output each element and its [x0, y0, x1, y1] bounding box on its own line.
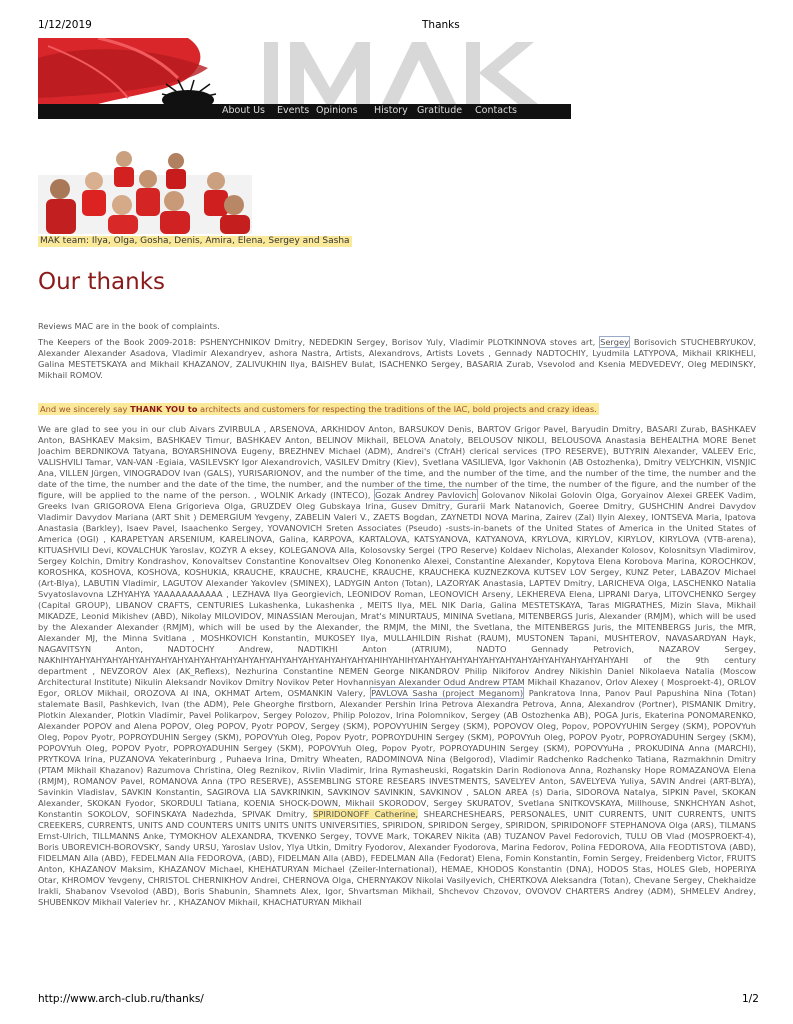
site-banner — [38, 38, 571, 119]
thank-text-a: And we sincerely say — [40, 404, 128, 414]
names-text-1: We are glad to see you in our club Aivars ZVIRBULA , ARSENOVA, ARKHIDOV Anton, BARSUKOV Denis, BARTOV Grigor Pavel, Baryudin Dmitry, BASARI Zurab, BASHKAEV Anton, BASHKAEV Maksim, BASHKAEV Timur, BASHKAEV Anton, BELINOV Mikhail, BELOVA Anatoly, BELOUSOV NIKOLI, BELOUSOVA Anastasia BEHEALTHA MORE Benet Joachim BERDNIKOVA Tatyana, BOYARSHINOVA Eugeny, BREZHNEV Michael (ADM), Andrei's (CfrAH) clerical services (TPO RESERVE), BUTYRIN Alexander, VALEEV Eric, VALISHVILI Tamar, VAN-VAN -Egiaia, VASILEVSKY Igor Alexandrovich, VASILEV Dmitry (Kiev), Svetlana VASILIEVA, Igor Vakhonin (AB Ostozhenka), Dmitry VELYCHKIN, VISNJIC Ana, VILLEN Jürgen, VINOGRADOV Ivan (GALS), YURISARIONOV, and the number of the time, and the number of the time, and the number of the time, the number and the date of the time, the number and the date of the time, the number, and the number of the time, the number of the time, the number of the figure, and the number of the figure, will be applied to the name of the person. , WOLNIK Arkady (INTECO), — [38, 424, 756, 500]
keepers-text-b: Borisovich STUCHEBRYUKOV, Alexander Alexander Asadova, Vladimir Alexandryev, ashora Nastra, Artists, Alexandrovs, Artists Lovets , Gennady NADTOCHIY, Lyudmila LATYPOVA, Mikhail KRIKHELI, Galina MESTETSKAYA and Mikhail KHAZANOV, ZALIVUKHIN Ilya, BAISHEV Bulat, ISACHENKO Sergey, BASARIA Zurab, Vsevolod and Ksenia MEDVEDEVY, Oleg MEDINSKY, Mikhail ROMOV. — [38, 337, 757, 380]
keepers-paragraph — [38, 337, 756, 381]
keepers-text-a: The Keepers of the Book 2009-2018: PSHENYCHNIKOV Dmitry, NEDEDKIN Sergey, Borisov Yuly, Vladimir PLOTKINNOVA stoves art, — [38, 337, 596, 347]
nav-contacts[interactable]: Contacts — [475, 105, 517, 116]
print-page-number: 1/2 — [742, 993, 759, 1005]
main-nav — [38, 104, 571, 119]
page-title: Our thanks — [38, 269, 166, 295]
names-text-4: SHEARCHESHEARS, PERSONALES, UNIT CURRENTS, UNIT CURRENTS, UNITS CREEKERS, CURRENTS, UNITS AND COUNTERS UNITS UNITS UNITS UNIVERSITIES, SPIRIDON, SPIRIDON Sergey, SPIRIDON, SPIRIDONOFF STEPHANOVA Olga (ARS), TILMANS Ernst-Ulrich, TILLMANNS Anke, TYMOKHOV ALEXANDRA, TKVENKO Sergey, TOVVE Mark, TOKAREV Nikita (AB) TUZANOV Pavel Fedorovich, TULU OB Vlad (MOSPROEKT-4), Boris UBOREVICH-BOROVSKY, Sandy URSU, Yaroslav Uslov, Ylya Utkin, Dmitry Fyodorov, Alexander Fyodorova, Marina Fedorov, Polina FEDOROVA, Alla FEODTISTOVA (ABD), FIDELMAN Alla (ABD), FEDELMAN Alla FEDOROVA, (ABD), FIDELMAN Alla (ABD), FEDELMAN Alla (Fedorat) Elena, Fomin Konstantin, Fomin Sergey, Freidenberg Victor, FRUITS Anton, KHAZANOV Maksim, KHAZANOV Michael, KHEHATURYAN Michael (Zeiler-International), HEMAE, KHODOS Konstantin (DNA), HODOS Stas, HOLES Gleb, HOPERIYA Otar, KHROMOV Yevgeny, CHRISTOL CHERNIKHOV Andrei, CHERNOVA Olga, CHERNYAKOV Nikolai Vasilyevich, CHERTKOVA Aleksandra (Totan), Chevane Sergey, Chekhaidze Irakli, Shabanov Vsevolod (ABD), Boris Shabunin, Shamnets Alex, Igor, Shvartsman Mikhail, Shchevov Chzovov, OVOVOV CHARTERS Andrey (ADM), SHMELEV Andrey, SHUBENKOV Mikhail Valeriev hr. , KHAZANOV Mikhail, KHACHATURYAN Mikhail — [38, 809, 756, 907]
thank-you-line — [38, 403, 599, 415]
nav-opinions[interactable]: Opinions — [316, 105, 358, 116]
team-photo — [38, 145, 252, 234]
nav-gratitude[interactable]: Gratitude — [417, 105, 463, 116]
names-highlight-1: SPIRIDONOFF Catherine, — [313, 809, 419, 819]
keepers-boxed-name: Sergey — [600, 337, 629, 347]
print-date: 1/12/2019 — [38, 19, 92, 31]
names-boxed-1: Gozak Andrey Pavlovich — [375, 490, 477, 500]
thank-text-c: architects and customers for respecting the traditions of the IAC, bold projects and crazy ideas. — [200, 404, 597, 414]
team-caption: MAK team: Ilya, Olga, Gosha, Denis, Amira, Elena, Sergey and Sasha — [40, 236, 350, 246]
nav-history[interactable]: History — [374, 105, 408, 116]
intro-text: Reviews MAC are in the book of complaints. — [38, 321, 220, 331]
nav-about-us[interactable]: About Us — [222, 105, 266, 116]
names-text-3: Pankratova Inna, Panov Paul Papushina Nina (Totan) stalemate Basil, Pashkevich, Ivan (the ADM), Pele Gheorghe firstborn, Alexander Pershin Irina Petrova Alexandra Petrova, Anna, Alexandrov (Portner), PISMANIK Dmitry, Plotkin Alexander, Plotkin Vladimir, Pavel Polikarpov, Sergey Polozov, Philip Polozov, Irina Polomnikov, Sergey (AB Ostozhenka AB), POGA Juris, Ekaterina PONOMARENKO, Alexander POPOV and Alena POPOV, Oleg POPOV, Pyotr POPOV, Sergey (SKM), POPOVYUHIN Sergey (SKM), POPOVOV Oleg, Popov, POPOVYUHIN Sergey (SKM), POPOVYuh Oleg, Popov Pyotr, POPROYDUHIN Sergey (SKM), POPOVYuh Oleg, Popov Pyotr, POPROYDUHIN Sergey (SKM), POPOVYuh Oleg, POPOV Pyotr, POPROYADUHIN Sergey (SKM), POPOVYuh Oleg, POPOV Pyotr, POPROYADUHIN Sergey (SKM), POPOVYuh Oleg, Popov Pyotr, POPROYADUHIN Sergey (SKM), POPOVYuHa , PROKUDINA Anna (MARCHI), PRYTKOVA Irina, PUZANOVA Yekaterinburg , Puhaeva Irina, Dmitry Wheaten, RADOMINOVA Nina (Belgorod), Vladimir Radchenko Radchenko Tatiana, Razmakhnin Dmitry (PTAM Mikhail Khazanov) Razumova Christina, Oleg Reznikov, Rivlin Vladimir, Irina Rymasheuski, Rogatskin Darin Rodionova Anna, Rozhansky Hope ROMAZANOVA Elena (RMJM), ROMANOV Pavel, ROMANOVA Anna (TPO RESERVE), ASSEMBLING STORE RESEARS INVESTMENTS, SAVELYEV Anton, SAVELYEVA Yuliya, SAVIN Andrei (ART-BLYA), Savinkin Vladislav, SAVKIN Konstantin, SAGIROVA LIA SAVKRINKIN, SAVKINOV SAVINKIN, SAVKINOV , SALON AREA (s) Daria, SIDOROVA Natalya, SIPKIN Pavel, SKOKAN Alexander, SKOKAN Fyodor, SKORDULI Tatiana, KOENIA SHOCK-DOWN, Mikhail SKORODOV, Sergey SKURATOV, Svetlana SNITKOVSKAYA, Millhouse, SNKHCHYAN Ashot, Konstantin SOKOLOV, SOFINSKAYA Nadezhda, SPIVAK Dmitry, — [38, 688, 756, 819]
print-url: http://www.arch-club.ru/thanks/ — [38, 993, 204, 1005]
names-paragraph — [38, 424, 756, 984]
print-title: Thanks — [422, 19, 460, 31]
thank-text-b: THANK YOU to — [130, 404, 198, 414]
nav-events[interactable]: Events — [277, 105, 310, 116]
names-text-2: Golovanov Nikolai Golovin Olga, Goryainov Alexei GREEK Vadim, Greeks Ivan GRIGOROVA Elena Grigorieva Olga, GRUZDEV Oleg Gubskaya Irina, Gusev Dmitry, Gurarii Mark Natanovich, Goeree Dmitry, GUSHCHIN Andrei Davydov Vladimir Davydov Mariana (ART Shit ) DEMERGIUM Yevgeny, ZABELIN Valeri V., ZAETS Bogdan, ZAYNETDI NOVA Marina, Zairev (Zal) Ilyin Alexey, IONTSEVA Maria, Ipatova Anastasia (Barkley), Isaev Pavel, Isaachenko Sergey, YOVANOVICH Sreten Associates (Pseudo) -susts-in-banets of the United States of America in the United States of America (OGI) , KARAPETYAN ARSENIUM, KARELINOVA, Galina, KARPOVA, KARTALOVA, KATSYANOVA, KATYANOVA, KRYLOVA, KIRYLOV, KIRYLOV, KIRYLOVA (VTB-arena), KITUASHVILI Devi, KOVALCHUK Yaroslav, KOZYR A eksey, KOLEGANOVA Alla, Kolosovsky Sergei (TPO Reserve) Koldaev Nicholas, Alexander Kolosov, Kolosnitsyn Vladimirov, Sergey Kolchin, Dmitry Kondrashov, Konovaltsev Constantine Konovaltsev Oleg Kononenko Alexei, Constantine Alexander, Kopytova Elena Korobova Marina, KOROCHKOV, KOROSHKA, KOSHOVA, KOSHOVA, KOSHUKIA, KRAUCHE, KRAUCHE, KRAUCHE, KRAUCHE, KRAUCHEKA KUZNEZKOVA KUTSEV LOV Sergey, KUNZ Peter, LABAZOV Michael (Art-Blya), LABUTIN Vladimir, LAGUTOV Alexander Yakovlev (SMINEX), LADYGIN Anton (Totan), LAZORYAK Anastasia, LAPTEV Dmitry, LARICHEVA Olga, LASCHENKO Natalia Svyatoslavovna LZHYAHYA YAAAAAAAAAAA , LEZHAVA Ilya Georgievich, LEONIDOV Roman, LEONOVICH Arseny, LEKHEREVA Elena, LIPRANI Darya, LITOVCHENKO Sergey (Capital GROUP), LIBANOV CRAFTS, CENTURIES Lukashenka, Lukashenka , MEITS Ilya, MEL NIK Daria, Galina MESTETSKAYA, Taras MIGRATHES, Mizin Slava, Mikhail MIKADZE, Leonid Mikishev (ABD), Nikolay MILOVIDOV, MINASSIAN Meroujan, Mrat's MINURTAUS, MININA Svetlana, MITENBERGS Juris, Alexander (RMJM), which will be used by the Alexander Alexander (RMJM), which will be used by the Alexander, the RMJM, the MINI, the Svetlana, the MITENBERGS Juris, the MITENBERGS Juris, the MfR, Alexander MJ, the Minna Svitlana , MOSHKOVICH Konstantin, MUKOSEY Ilya, MULLAHILDIN Rishat (RAUM), MUSTONEN Tapani, MUSHTEROV, NAVASARDYAN Hayk, NAGAVITSYN Anton, NADTOCHY Andrew, NADTIKHI Anton (ATRIUM), NADTO Gennady Petrovich, NAZAROV Sergey, NAKhIHYAHYAHYAHYAHYAHYAHYAHYAHYAHYAHYAHYAHYAHYAHYAHYAHYAHYAHYAHIHYAHIHYAHYAHYAHYAHYAHYAHYAHYAHYAHYAHYAHYAHYAHI of the 9th century department , NEVZOROV Alex (AK_Reflexs), Nezhurina Constantine NEMEN George NIKANDROV Philip Nikiforov Andrey Nikishin Daniel Nikolaeva Natalia (Moscow Architectural Institute) Nikulin Aleksandr Novikov Dmitry Novikov Peter Hovhannisyan Alexander Odud Andrew PTAM Mikhail Khazanov, Orlov Alexey ( Mosproekt-4), ORLOV Egor, ORLOV Mikhail, OROZOVA AI INA, OKHMAT Artem, OSMANKIN Valery, — [38, 490, 756, 698]
names-boxed-2: PAVLOVA Sasha (project Meganom) — [371, 688, 524, 698]
